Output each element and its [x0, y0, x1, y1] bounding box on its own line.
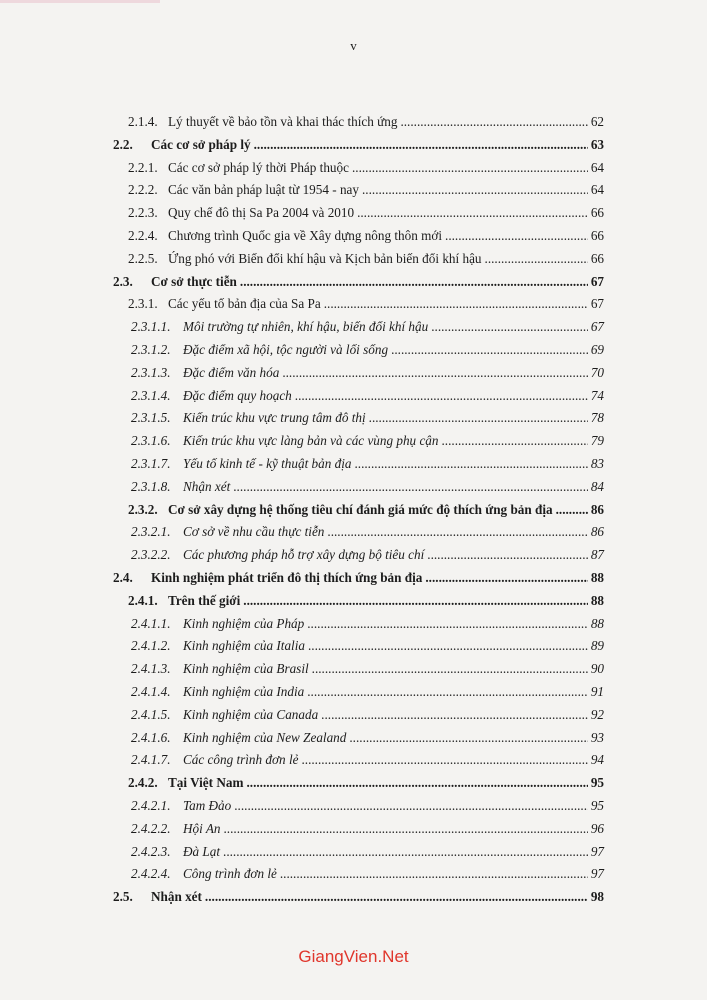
toc-entry-title: Cơ sở thực tiễn — [151, 273, 237, 289]
toc-entry-title: Kinh nghiệm của Canada — [183, 706, 319, 722]
toc-entry-title: Trên thế giới — [168, 592, 241, 608]
toc-entry — [128, 203, 604, 223]
toc-entry-number: 2.4.1.6. — [131, 729, 171, 745]
toc-entry — [131, 750, 604, 770]
toc-entry-title: Đặc điểm quy hoạch — [183, 387, 292, 403]
toc-entry-number: 2.3.1.6. — [131, 433, 171, 449]
toc-entry-page: 78 — [590, 410, 604, 426]
toc-entry-number: 2.4.2.1. — [131, 798, 171, 813]
toc-entry — [128, 226, 604, 246]
toc-entry-title: Kinh nghiệm của Pháp — [183, 615, 305, 631]
toc-entry-title: Nhận xét — [151, 889, 202, 905]
toc-entry-title: Đà Lạt — [183, 843, 221, 859]
toc-entry-title: Kinh nghiệm của Italia — [183, 638, 305, 654]
toc-leader-dots — [240, 272, 588, 292]
toc-entry-title: Kinh nghiệm phát triển đô thị thích ứng bản địa — [151, 570, 423, 585]
toc-leader-dots — [307, 682, 588, 702]
toc-entry-page: 64 — [590, 159, 604, 175]
toc-entry-page: 67 — [590, 319, 604, 335]
toc-entry — [128, 294, 604, 314]
toc-entry-page: 98 — [590, 889, 604, 905]
toc-entry-title: Kinh nghiệm của India — [183, 684, 305, 699]
toc-entry — [128, 249, 604, 269]
toc-entry — [113, 568, 604, 588]
toc-entry-number: 2.3. — [113, 273, 133, 289]
toc-leader-dots — [321, 705, 588, 725]
toc-entry-number: 2.3.1.5. — [131, 410, 171, 426]
toc-entry-title: Các cơ sở pháp lý thời Pháp thuộc — [168, 159, 349, 175]
toc-leader-dots — [354, 454, 587, 474]
toc-entry-number: 2.4.2.2. — [131, 820, 171, 836]
toc-entry-number: 2.3.1.8. — [131, 478, 171, 494]
toc-entry-number: 2.3.2.2. — [131, 547, 171, 563]
toc-entry — [131, 340, 604, 360]
toc-entry — [128, 180, 604, 200]
toc-entry — [131, 659, 604, 679]
toc-leader-dots — [233, 477, 588, 497]
toc-entry-title: Đặc điểm văn hóa — [183, 364, 280, 380]
toc-entry-title: Đặc điểm xã hội, tộc người và lối sống — [183, 342, 389, 357]
toc-entry-title: Các văn bản pháp luật từ 1954 - nay — [168, 182, 359, 198]
toc-entry-number: 2.4.2.3. — [131, 843, 171, 859]
toc-entry-page: 86 — [590, 524, 604, 540]
toc-entry-page: 94 — [590, 752, 604, 768]
toc-entry-number: 2.3.2.1. — [131, 524, 171, 540]
toc-entry — [128, 158, 604, 178]
toc-entry-page: 89 — [590, 638, 604, 654]
toc-entry-number: 2.5. — [113, 889, 133, 905]
toc-entry-page: 67 — [590, 296, 604, 312]
toc-entry — [131, 522, 604, 542]
toc-entry-number: 2.4.2. — [128, 775, 158, 791]
toc-entry-title: Tại Việt Nam — [168, 775, 244, 791]
toc-entry-title: Các cơ sở pháp lý — [151, 136, 251, 152]
toc-leader-dots — [307, 614, 588, 634]
toc-entry-page: 66 — [590, 205, 604, 221]
toc-entry-title: Môi trường tự nhiên, khí hậu, biến đổi khí hậu — [183, 319, 429, 335]
toc-entry-page: 97 — [590, 866, 604, 882]
toc-leader-dots — [254, 135, 588, 155]
watermark: GiangVien.Net — [298, 947, 409, 966]
toc-entry-page: 97 — [590, 843, 604, 859]
toc-leader-dots — [205, 887, 588, 907]
toc-entry — [131, 682, 604, 702]
toc-entry-page: 93 — [590, 729, 604, 745]
toc-entry — [131, 363, 604, 383]
toc-entry-page: 86 — [590, 501, 604, 517]
toc-leader-dots — [234, 796, 588, 816]
toc-entry-page: 69 — [590, 342, 604, 357]
toc-leader-dots — [357, 203, 588, 223]
toc-entry — [131, 728, 604, 748]
toc-entry-number: 2.4.1.1. — [131, 615, 171, 631]
toc-leader-dots — [280, 864, 588, 884]
toc-entry-number: 2.3.1.7. — [131, 456, 171, 471]
toc-entry-title: Kiến trúc khu vực làng bản và các vùng phụ cận — [183, 433, 439, 449]
toc-entry-page: 66 — [590, 228, 604, 243]
toc-entry-title: Các phương pháp hỗ trợ xây dựng bộ tiêu chí — [183, 547, 425, 563]
toc-entry — [113, 135, 604, 155]
toc-entry — [131, 842, 604, 862]
toc-entry-number: 2.3.1.2. — [131, 342, 171, 357]
toc-entry-number: 2.2.1. — [128, 159, 158, 175]
toc-leader-dots — [352, 158, 588, 178]
toc-leader-dots — [485, 249, 588, 269]
toc-leader-dots — [308, 636, 588, 656]
toc-leader-dots — [445, 226, 588, 246]
toc-leader-dots — [362, 180, 588, 200]
toc-leader-dots — [425, 568, 587, 588]
toc-entry-page: 88 — [590, 570, 604, 585]
toc-entry-page: 70 — [590, 364, 604, 380]
toc-entry-page: 64 — [590, 182, 604, 198]
toc-leader-dots — [301, 750, 587, 770]
toc-entry-number: 2.4.1.4. — [131, 684, 171, 699]
toc-entry-title: Quy chế đô thị Sa Pa 2004 và 2010 — [168, 205, 355, 221]
toc-entry-title: Cơ sở xây dựng hệ thống tiêu chí đánh giá mức độ thích ứng bản địa — [168, 501, 553, 517]
toc-entry-title: Ứng phó với Biến đổi khí hậu và Kịch bản biến đổi khí hậu — [168, 250, 482, 266]
toc-leader-dots — [223, 842, 588, 862]
toc-entry-page: 90 — [590, 661, 604, 677]
toc-entry — [131, 796, 604, 816]
toc-entry-number: 2.3.1.4. — [131, 387, 171, 403]
toc-entry — [131, 614, 604, 634]
toc-entry-number: 2.4.2.4. — [131, 866, 171, 882]
toc-entry-number: 2.2.4. — [128, 228, 158, 243]
toc-entry-number: 2.4.1.2. — [131, 638, 171, 654]
toc-entry-number: 2.4.1.7. — [131, 752, 171, 768]
toc-entry-page: 87 — [590, 547, 604, 563]
toc-entry-page: 83 — [590, 456, 604, 471]
toc-entry-title: Lý thuyết về bảo tồn và khai thác thích ứng — [168, 114, 398, 129]
toc-leader-dots — [282, 363, 587, 383]
toc-entry — [128, 591, 604, 611]
toc-entry-page: 95 — [590, 775, 604, 791]
toc-entry-page: 88 — [590, 592, 604, 608]
toc-entry-number: 2.2.3. — [128, 205, 158, 221]
toc-entry-page: 92 — [590, 706, 604, 722]
toc-entry-page: 96 — [590, 820, 604, 836]
toc-leader-dots — [369, 408, 588, 428]
toc-entry — [131, 317, 604, 337]
toc-entry-title: Kinh nghiệm của Brasil — [183, 661, 309, 677]
toc-leader-dots — [556, 500, 588, 520]
toc-leader-dots — [312, 659, 588, 679]
toc-entry — [113, 272, 604, 292]
toc-entry-number: 2.4.1.3. — [131, 661, 171, 677]
toc-leader-dots — [427, 545, 588, 565]
toc-entry — [128, 773, 604, 793]
toc-entry-title: Kiến trúc khu vực trung tâm đô thị — [183, 410, 366, 426]
toc-entry-title: Tam Đảo — [183, 798, 232, 813]
toc-entry — [131, 636, 604, 656]
toc-entry-page: 79 — [590, 433, 604, 449]
toc-leader-dots — [243, 591, 588, 611]
toc-leader-dots — [400, 112, 587, 132]
toc-entry-number: 2.3.1.1. — [131, 319, 171, 335]
toc-entry-number: 2.4. — [113, 570, 133, 585]
toc-entry-number: 2.4.1. — [128, 592, 158, 608]
toc-entry-page: 62 — [590, 114, 604, 129]
toc-entry-title: Hội An — [183, 820, 221, 836]
toc-entry-title: Nhận xét — [183, 478, 231, 494]
toc-entry — [131, 705, 604, 725]
toc-entry-title: Cơ sở về nhu cầu thực tiễn — [183, 524, 325, 540]
toc-entry — [131, 408, 604, 428]
toc-entry-number: 2.2. — [113, 136, 133, 152]
toc-entry — [131, 477, 604, 497]
page-number: v — [350, 38, 357, 53]
toc-entry — [131, 819, 604, 839]
toc-entry — [131, 864, 604, 884]
toc-leader-dots — [246, 773, 587, 793]
toc-entry-page: 95 — [590, 798, 604, 813]
toc-entry-page: 88 — [590, 615, 604, 631]
toc-entry-page: 66 — [590, 250, 604, 266]
toc-entry — [131, 386, 604, 406]
toc-leader-dots — [224, 819, 588, 839]
toc-entry-number: 2.3.1. — [128, 296, 158, 312]
toc-entry — [128, 500, 604, 520]
scan-edge-mark — [0, 0, 160, 3]
toc-entry-title: Công trình đơn lẻ — [183, 866, 277, 882]
toc-entry-page: 91 — [590, 684, 604, 699]
toc-entry-number: 2.2.2. — [128, 182, 158, 198]
toc-entry — [131, 454, 604, 474]
toc-leader-dots — [391, 340, 588, 360]
toc-leader-dots — [327, 522, 587, 542]
toc-entry-number: 2.3.2. — [128, 501, 158, 517]
toc-entry-number: 2.2.5. — [128, 250, 158, 266]
toc-leader-dots — [431, 317, 588, 337]
toc-entry-title: Yếu tố kinh tế - kỹ thuật bản địa — [183, 456, 352, 471]
toc-entry-page: 67 — [590, 273, 604, 289]
toc-entry-number: 2.1.4. — [128, 114, 158, 129]
toc-entry-number: 2.3.1.3. — [131, 364, 171, 380]
toc-entry-title: Chương trình Quốc gia về Xây dựng nông thôn mới — [168, 228, 443, 243]
toc-entry-page: 63 — [590, 136, 604, 152]
toc-entry-page: 74 — [590, 387, 604, 403]
toc-entry-title: Các yếu tố bản địa của Sa Pa — [168, 296, 321, 312]
toc-leader-dots — [442, 431, 588, 451]
toc-entry-title: Kinh nghiệm của New Zealand — [183, 729, 347, 745]
toc-leader-dots — [324, 294, 588, 314]
toc-leader-dots — [295, 386, 588, 406]
toc-entry-number: 2.4.1.5. — [131, 706, 171, 722]
toc-entry-page: 84 — [590, 478, 604, 494]
toc-entry — [131, 431, 604, 451]
toc-entry — [131, 545, 604, 565]
toc-leader-dots — [349, 728, 587, 748]
toc-entry — [113, 887, 604, 907]
toc-entry — [128, 112, 604, 132]
toc-entry-title: Các công trình đơn lẻ — [183, 752, 299, 768]
